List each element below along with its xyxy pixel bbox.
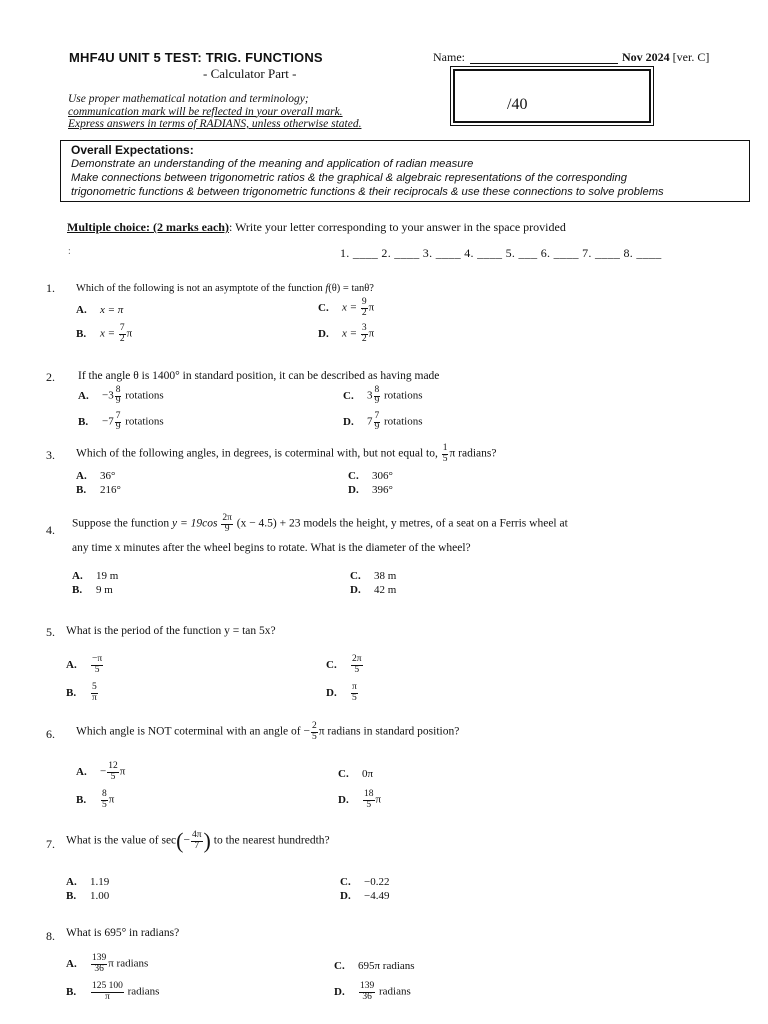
question-number: 3. bbox=[46, 448, 55, 462]
question-number: 1. bbox=[46, 281, 55, 295]
question-text-line2: any time x minutes after the wheel begins to rotate. What is the diameter of the wheel? bbox=[72, 542, 471, 554]
option-d[interactable]: D. 42 m bbox=[350, 584, 397, 596]
question-text: Suppose the function y = 19cos $\frac{2\pi}{9}$ (x − 4.5) + 23 models the height, y metres, of a seat on a Ferris wheel at bbox=[72, 513, 568, 534]
question-text: What is the value of sec(− $\frac{4\pi}{7}$ ) to the nearest hundredth? bbox=[66, 828, 330, 853]
question-number: 7. bbox=[46, 837, 55, 851]
question-text: Which of the following angles, in degrees, is coterminal with, but not equal to, $\frac{1}{5}$ π radians? bbox=[76, 443, 497, 464]
option-b[interactable]: B. 1.00 bbox=[66, 890, 110, 902]
option-c[interactable]: C. $\frac{2\pi}{5}$ bbox=[326, 654, 362, 675]
score-total: /40 bbox=[507, 96, 528, 113]
option-c[interactable]: C. 0π bbox=[338, 768, 374, 780]
question-number: 4. bbox=[46, 523, 55, 537]
option-a[interactable]: A. $\frac{139}{36}$ π radians bbox=[66, 953, 149, 974]
question-number: 2. bbox=[46, 370, 55, 384]
instruction-line: Express answers in terms of RADIANS, unless otherwise stated. bbox=[68, 118, 362, 130]
expectation-line: Demonstrate an understanding of the meaning and application of radian measure bbox=[71, 158, 474, 170]
option-d[interactable]: D. 396° bbox=[348, 484, 393, 496]
option-a[interactable]: A. x = π bbox=[76, 304, 124, 316]
test-date: Nov 2024 [ver. C] bbox=[622, 50, 710, 64]
question-number: 8. bbox=[46, 929, 55, 943]
option-c[interactable]: C. −0.22 bbox=[340, 876, 390, 888]
question-number: 5. bbox=[46, 625, 55, 639]
option-b[interactable]: B. 216° bbox=[76, 484, 121, 496]
option-c[interactable]: C. 306° bbox=[348, 470, 393, 482]
question-number: 6. bbox=[46, 727, 55, 741]
option-c[interactable]: C. 38 m bbox=[350, 570, 397, 582]
expectation-line: trigonometric functions & between trigonometric functions & their reciprocals & use these connections to solve problems bbox=[71, 186, 664, 198]
score-box bbox=[453, 69, 651, 123]
test-subtitle: - Calculator Part - bbox=[203, 66, 297, 81]
option-a[interactable]: A. − $\frac{12}{5}$ π bbox=[76, 761, 126, 782]
instruction-line: communication mark will be reflected in your overall mark. bbox=[68, 105, 343, 118]
option-b[interactable]: B. −7 $\frac{7}{9}$ rotations bbox=[78, 411, 164, 432]
option-b[interactable]: B. $\frac{125 100}{\pi}$ radians bbox=[66, 981, 160, 1002]
question-text: If the angle θ is 1400° in standard position, it can be described as having made bbox=[78, 370, 440, 382]
option-b[interactable]: B. 9 m bbox=[72, 584, 113, 596]
option-d[interactable]: D. $\frac{\pi}{5}$ bbox=[326, 682, 357, 703]
instructions bbox=[68, 93, 428, 131]
option-c[interactable]: C. 3 $\frac{8}{9}$ rotations bbox=[343, 385, 423, 406]
stray-mark: : bbox=[68, 246, 71, 257]
option-c[interactable]: C. x = $\frac{9}{2}$ π bbox=[318, 297, 375, 318]
question-text: What is the period of the function y = tan 5x? bbox=[66, 625, 276, 637]
option-a[interactable]: A. $\frac{-\pi}{5}$ bbox=[66, 654, 103, 675]
expectations-heading: Overall Expectations: bbox=[71, 143, 194, 157]
option-b[interactable]: B. x = $\frac{7}{2}$ π bbox=[76, 323, 133, 344]
name-label: Name: bbox=[433, 50, 465, 64]
name-line[interactable] bbox=[470, 63, 618, 64]
option-b[interactable]: B. $\frac{5}{\pi}$ bbox=[66, 682, 97, 703]
option-a[interactable]: A. 1.19 bbox=[66, 876, 110, 888]
option-a[interactable]: A. 36° bbox=[76, 470, 116, 482]
question-text: What is 695° in radians? bbox=[66, 927, 180, 939]
mc-heading: Multiple choice: (2 marks each): Write your letter corresponding to your answer in the space provided bbox=[67, 220, 566, 234]
question-text: Which angle is NOT coterminal with an angle of − $\frac{2}{5}$ π radians in standard position? bbox=[76, 721, 460, 742]
option-c[interactable]: C. 695π radians bbox=[334, 960, 415, 972]
option-a[interactable]: A. 19 m bbox=[72, 570, 119, 582]
option-d[interactable]: D. −4.49 bbox=[340, 890, 390, 902]
question-text: Which of the following is not an asymptote of the function f(θ) = tanθ? bbox=[76, 283, 374, 294]
instruction-line: Use proper mathematical notation and terminology; bbox=[68, 93, 309, 105]
option-b[interactable]: B. $\frac{8}{5}$ π bbox=[76, 789, 115, 810]
option-a[interactable]: A. −3 $\frac{8}{9}$ rotations bbox=[78, 385, 164, 406]
expectation-line: Make connections between trigonometric ratios & the graphical & algebraic representations of the corresponding bbox=[71, 172, 627, 184]
answer-blanks[interactable]: 1. ____ 2. ____ 3. ____ 4. ____ 5. ___ 6. ____ 7. ____ 8. ____ bbox=[340, 246, 662, 260]
option-d[interactable]: D. x = $\frac{3}{2}$ π bbox=[318, 323, 375, 344]
option-d[interactable]: D. $\frac{139}{36}$ radians bbox=[334, 981, 411, 1002]
option-d[interactable]: D. $\frac{18}{5}$ π bbox=[338, 789, 382, 810]
option-d[interactable]: D. 7 $\frac{7}{9}$ rotations bbox=[343, 411, 423, 432]
test-title: MHF4U UNIT 5 TEST: TRIG. FUNCTIONS bbox=[69, 50, 323, 65]
